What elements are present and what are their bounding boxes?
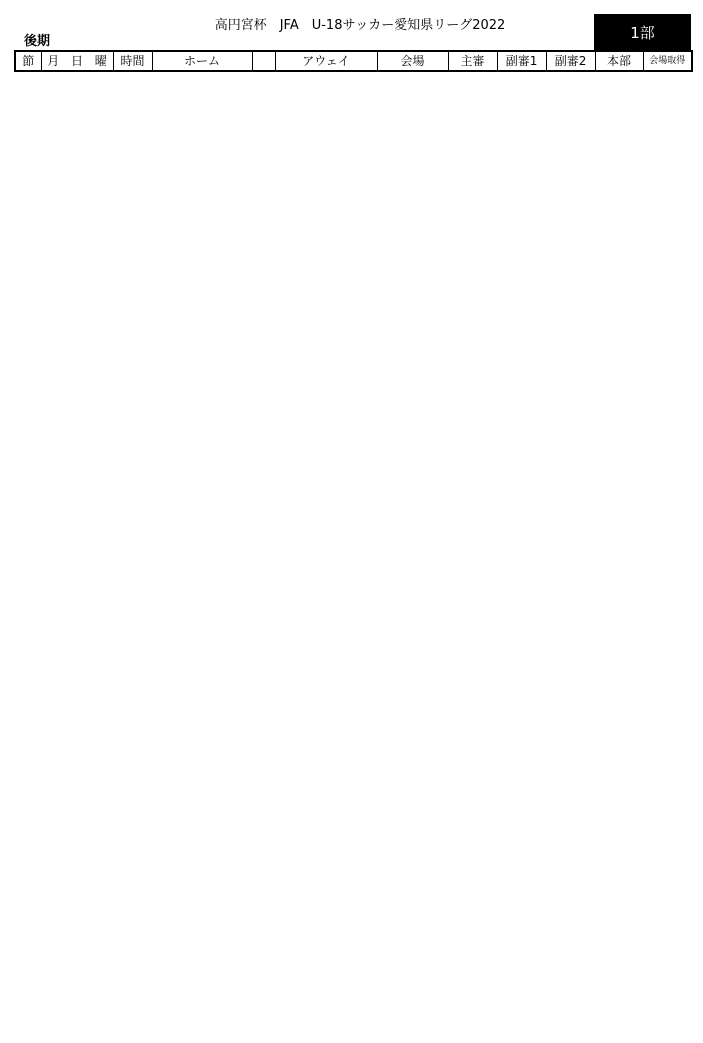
col-header-month: 月 <box>41 51 65 71</box>
col-header-venue: 会場 <box>377 51 448 71</box>
col-header-home: ホーム <box>152 51 252 71</box>
col-header-dash <box>252 51 275 71</box>
schedule-header <box>14 50 693 72</box>
col-header-assistant2: 副審2 <box>546 51 595 71</box>
col-header-time: 時間 <box>113 51 152 71</box>
col-header-hq: 本部 <box>595 51 643 71</box>
col-header-weekday: 曜 <box>89 51 113 71</box>
division-badge: 1部 <box>594 14 691 50</box>
col-header-referee: 主審 <box>448 51 497 71</box>
col-header-assistant1: 副審1 <box>497 51 546 71</box>
period-label: 後期 <box>24 34 51 49</box>
col-header-away: アウェイ <box>275 51 377 71</box>
col-header-venue-acq: 会場取得 <box>643 51 692 71</box>
col-header-day: 日 <box>65 51 89 71</box>
col-header-sec: 節 <box>15 51 41 71</box>
page-title: 高円宮杯 JFA U-18サッカー愛知県リーグ2022 <box>214 18 506 33</box>
